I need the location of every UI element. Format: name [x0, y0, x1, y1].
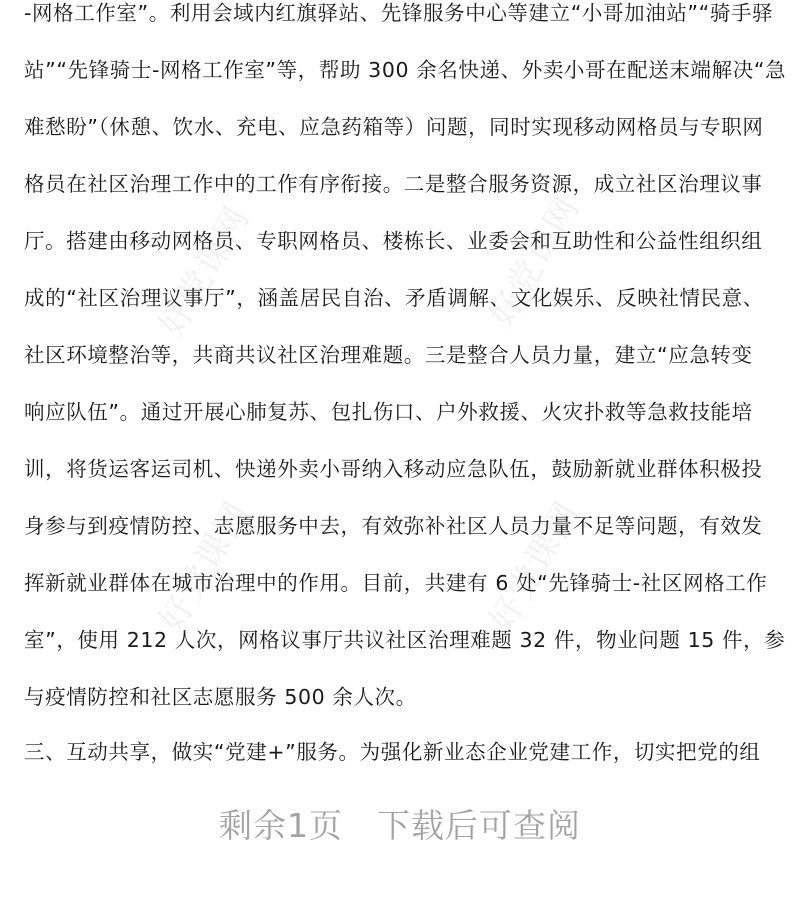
download-to-view-label: 下载后可查阅 [377, 806, 581, 845]
text-line: 训，将货运客运司机、快递外卖小哥纳入移动应急队伍，鼓励新就业群体积极投 [24, 457, 763, 481]
text-line: 成的“社区治理议事厅”，涵盖居民自治、矛盾调解、文化娱乐、反映社情民意、 [24, 286, 764, 310]
remaining-pages-label: 剩余1页 [219, 806, 343, 845]
text-line: -网格工作室”。利用会域内红旗驿站、先锋服务中心等建立“小哥加油站”“骑手驿 [24, 1, 774, 25]
document-body [24, 0, 787, 781]
text-line: 难愁盼”（休憩、饮水、充电、应急药箱等）问题，同时实现移动网格员与专职网 [24, 115, 764, 139]
text-line: 厅。搭建由移动网格员、专职网格员、楼栋长、业委会和互助性和公益性组织组 [24, 229, 763, 253]
text-line: 身参与到疫情防控、志愿服务中去，有效弥补社区人员力量不足等问题，有效发 [24, 514, 763, 538]
text-line: 室”，使用 212 人次，网格议事厅共议社区治理难题 32 件，物业问题 15 件，参 [24, 628, 786, 652]
watermark: 好党课网 [481, 188, 589, 334]
remaining-pages-notice[interactable] [0, 800, 800, 847]
text-line: 响应队伍”。通过开展心肺复苏、包扎伤口、户外救援、火灾扑救等急救技能培 [24, 400, 753, 424]
text-line: 格员在社区治理工作中的工作有序衔接。二是整合服务资源，成立社区治理议事 [24, 172, 763, 196]
watermark: 好党课网 [151, 198, 259, 344]
text-line: 与疫情防控和社区志愿服务 500 余人次。 [24, 685, 417, 709]
watermark: 好党课网 [151, 493, 259, 639]
text-line: 社区环境整治等，共商共议社区治理难题。三是整合人员力量，建立“应急转变 [24, 343, 753, 367]
watermark: 好党课网 [481, 493, 589, 639]
text-line: 站”“先锋骑士-网格工作室”等，帮助 300 余名快递、外卖小哥在配送末端解决“急 [24, 58, 787, 82]
text-line: 挥新就业群体在城市治理中的作用。目前，共建有 6 处“先锋骑士-社区网格工作 [24, 571, 768, 595]
section-heading-line: 三、互动共享，做实“党建+”服务。为强化新业态企业党建工作，切实把党的组 [24, 740, 761, 764]
